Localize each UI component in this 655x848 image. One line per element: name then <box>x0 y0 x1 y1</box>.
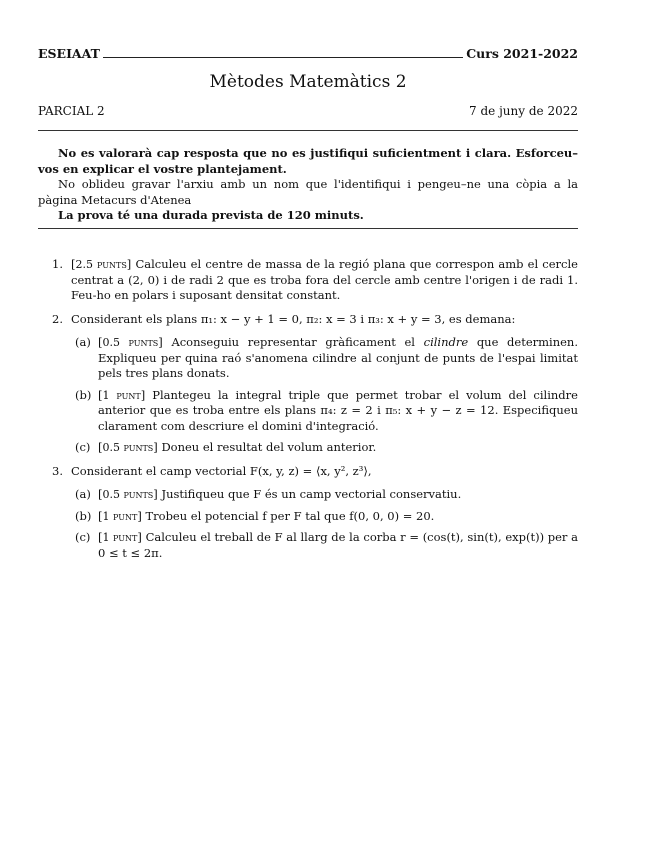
exam-date: 7 de juny de 2022 <box>469 104 578 118</box>
divider-top <box>38 130 578 131</box>
problem-text: Considerant els plans π₁: x − y + 1 = 0, π₂: x = 3 i π₃: x + y = 3, es demana: <box>71 311 516 326</box>
header-rule <box>103 57 463 58</box>
problem-number: 1. <box>52 257 63 271</box>
instructions <box>38 146 578 224</box>
subproblem-points: 0.5 punts <box>102 336 159 349</box>
subproblem-3b: (b) [1 punt] Trobeu el potencial f per F tal que f(0, 0, 0) = 20. <box>75 508 435 523</box>
subproblem-2c: (c) [0.5 punts] Doneu el resultat del volum anterior. <box>75 440 377 454</box>
problem-number: 2. <box>52 311 63 326</box>
subproblem-3a: (a) [0.5 punts] Justifiqueu que F és un camp vectorial conservatiu. <box>75 487 462 501</box>
subproblem-text-pre: Aconseguiu representar gràficament el <box>171 335 424 349</box>
problem-text: Considerant el camp vectorial F(x, y, z) = ⟨x, y², z³⟩, <box>71 463 372 478</box>
subproblem-text: Justifiqueu que F és un camp vectorial conservatiu. <box>161 487 462 501</box>
subproblem-points: 0.5 punts <box>102 488 154 501</box>
subproblem-points: 1 punt <box>102 388 141 402</box>
subproblem-label: (b) <box>75 387 92 402</box>
divider-bottom <box>38 228 578 229</box>
course-year: Curs 2021-2022 <box>466 46 578 61</box>
subproblem-3c: (c) [1 punt] Calculeu el treball de F al llarg de la corba r = (cos(t), sin(t), exp(t)) per a 0 ≤ t ≤ 2π. <box>75 530 578 560</box>
problem-text: Calculeu el centre de massa de la regió plana que correspon amb el cercle centrat a (2, 0) i de radi 2 que es troba fora del cercle amb centre l'origen i de radi 1. Feu-ho en polars i suposant densitat constant. <box>71 257 578 302</box>
subproblem-label: (b) <box>75 508 92 523</box>
subproblem-list <box>71 487 578 561</box>
school-name: ESEIAAT <box>38 46 100 61</box>
subproblem-label: (c) <box>75 530 91 544</box>
subproblem-text: Plantegeu la integral triple que permet trobar el volum del cilindre anterior que es troba entre els plans π₄: z = 2 i π₅: x + y − z = 12. Especifiqueu clarament com descriure el domini d'integració. <box>98 387 578 433</box>
instruction-warning: No es valorarà cap resposta que no es justifiqui suficientment i clara. Esforceu–vos en explicar el vostre plantejament. <box>38 146 578 176</box>
exam-title: Mètodes Matemàtics 2 <box>209 72 407 92</box>
subproblem-text: Doneu el resultat del volum anterior. <box>161 440 377 454</box>
subheader-row <box>38 104 578 118</box>
subproblem-2a: (a) [0.5 punts] Aconseguiu representar gràficament el cilindre que determinen. Expliqueu per quina raó s'anomena cilindre al conjunt de punts de l'espai limitat pels tres plans donats. <box>75 335 578 380</box>
instruction-duration: La prova té una durada prevista de 120 minuts. <box>58 208 364 222</box>
problem-list <box>38 257 578 569</box>
subproblem-points: 1 punt <box>102 509 138 523</box>
subproblem-text: Calculeu el treball de F al llarg de la corba r = (cos(t), sin(t), exp(t)) per a 0 ≤ t ≤ 2π. <box>98 530 578 560</box>
subproblem-points: 1 punt <box>102 531 138 544</box>
exam-name: PARCIAL 2 <box>38 104 105 118</box>
problem-2 <box>38 312 578 456</box>
instruction-upload: No oblideu gravar l'arxiu amb un nom que l'identifiqui i pengeu–ne una còpia a la pàgina Metacurs d'Atenea <box>38 177 578 207</box>
problem-1: 1. [2.5 punts] Calculeu el centre de massa de la regió plana que correspon amb el cercle centrat a (2, 0) i de radi 2 que es troba fora del cercle amb centre l'origen i de radi 1. Feu-ho en polars i suposant densitat constant. <box>52 257 578 302</box>
subproblem-emphasis: cilindre <box>423 335 469 349</box>
header-row <box>38 45 578 61</box>
problem-points: 2.5 punts <box>75 258 127 271</box>
subproblem-label: (a) <box>75 335 91 349</box>
problem-3 <box>38 464 578 562</box>
subproblem-text: Trobeu el potencial f per F tal que f(0, 0, 0) = 20. <box>145 508 435 523</box>
subproblem-2b: (b) [1 punt] Plantegeu la integral triple que permet trobar el volum del cilindre anterior que es troba entre els plans π₄: z = 2 i π₅: x + y − z = 12. Especifiqueu clarament com descriure el domini d'integració. <box>75 387 578 433</box>
subproblem-label: (a) <box>75 487 91 501</box>
subproblem-list <box>71 335 578 456</box>
subproblem-text-post: que determinen. Expliqueu per quina raó s'anomena cilindre al conjunt de punts de l'espai limitat pels tres plans donats. <box>98 335 578 380</box>
subproblem-points: 0.5 punts <box>102 441 154 454</box>
subproblem-label: (c) <box>75 440 91 454</box>
problem-number: 3. <box>52 463 63 478</box>
